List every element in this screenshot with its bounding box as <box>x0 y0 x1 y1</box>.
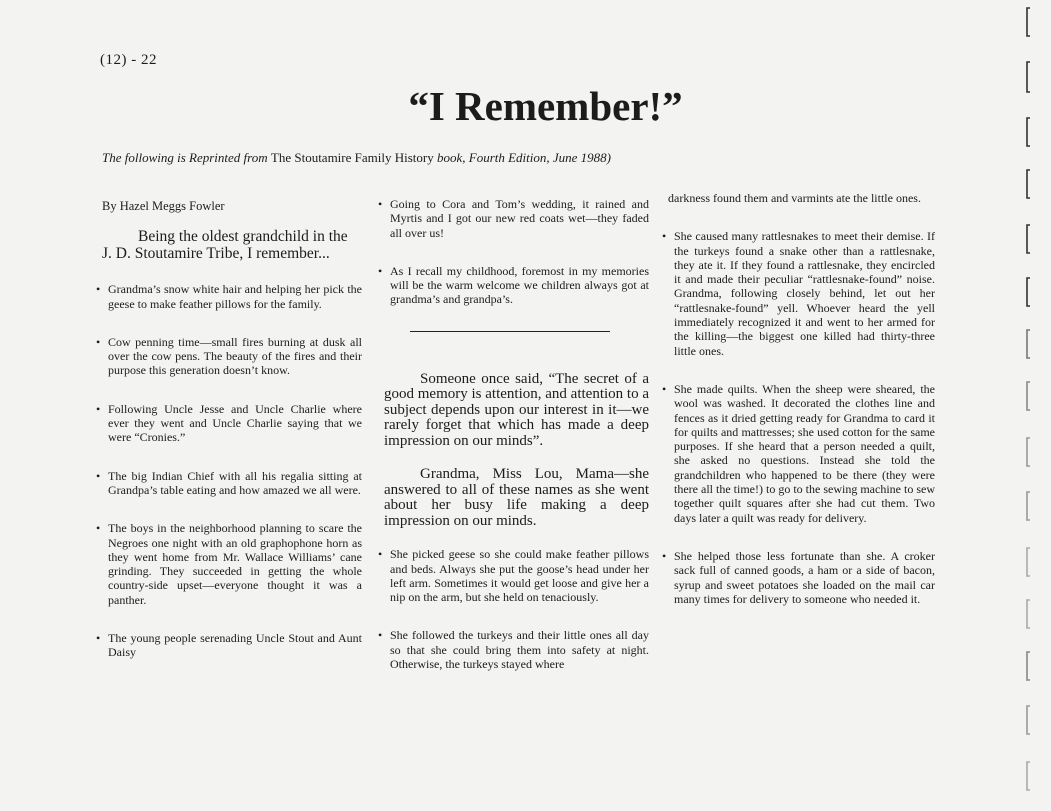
bullet-icon: • <box>96 334 101 349</box>
binder-mark <box>1027 548 1030 576</box>
lead-line-2: J. D. Stoutamire Tribe, I remember... <box>102 244 330 262</box>
memory-item <box>662 549 935 606</box>
memory-item <box>662 382 935 525</box>
quote-text: Someone once said, “The secret of a good memory is attention, and attention to a subject depends upon our interest in it—we rarely forget that which has made a deep impression on our minds”. <box>384 370 649 449</box>
memory-item <box>96 631 362 660</box>
memory-item <box>96 469 362 498</box>
memory-text: Grandma’s snow white hair and helping her pick the geese to make feather pillows for the family. <box>108 282 362 311</box>
binder-mark <box>1027 762 1030 790</box>
bullet-icon: • <box>378 263 383 278</box>
binder-mark <box>1027 225 1030 253</box>
memory-item <box>96 402 362 445</box>
memory-item <box>378 264 649 307</box>
bullet-icon: • <box>662 381 667 396</box>
memory-text: As I recall my childhood, foremost in my memories will be the warm welcome we children always got at grandma’s and grandpa’s. <box>390 263 649 307</box>
grandma-text: Grandma, Miss Lou, Mama—she answered to all of these names as she went about her busy life making a deep impression on our minds. <box>384 466 649 529</box>
memory-item <box>378 197 649 240</box>
binder-mark <box>1027 170 1030 198</box>
binder-mark <box>1027 330 1030 358</box>
memory-item <box>96 521 362 607</box>
byline: By Hazel Meggs Fowler <box>102 199 225 213</box>
continued-text: darkness found them and varmints ate the little ones. <box>668 191 921 205</box>
binder-mark <box>1027 278 1030 306</box>
bullet-icon: • <box>96 631 101 646</box>
binder-mark <box>1027 652 1030 680</box>
memory-item <box>378 547 649 604</box>
memory-text: She made quilts. When the sheep were sheared, the wool was washed. It decorated the clothes line and fences as it dried getting ready for Grandma to card it for quilts and mattresses; she used cotton for the same purposes. If she heard that a person needed a quilt, she asked no questions. Instead she told the grandchildren who happened to be there (they were there all the time!) to go to the sewing machine to sew together quilt squares after she had cut them. Two days later a quilt was ready for delivery. <box>674 381 935 525</box>
memory-item <box>96 282 362 311</box>
memory-text: She followed the turkeys and their little ones all day so that she could bring them into safety at night. Otherwise, the turkeys stayed where <box>390 628 649 672</box>
bullet-icon: • <box>378 547 383 562</box>
lead-line-1: Being the oldest grandchild in the <box>138 228 348 246</box>
binder-mark <box>1027 118 1030 146</box>
memory-text: Following Uncle Jesse and Uncle Charlie where ever they went and Uncle Charlie saying that we were “Cronies.” <box>108 401 362 445</box>
subtitle-part-2: The Stoutamire Family History <box>270 150 437 165</box>
memory-text: The young people serenading Uncle Stout and Aunt Daisy <box>108 631 362 660</box>
memory-item <box>378 628 649 671</box>
binder-mark <box>1027 62 1030 92</box>
memory-text: She caused many rattlesnakes to meet their demise. If the turkeys found a snake other than a rattlesnake, they ate it. If they found a rattlesnake, they encircled it and made their peculiar “rattlesnake-found” noise. Grandma, following closely behind, let out her “rattlesnake-found” yell. Whoever heard the yell immediately recognized it and went to her armed for the killing—the biggest one killed had thirty-three little ones. <box>674 229 935 358</box>
bullet-icon: • <box>96 468 101 483</box>
binder-mark <box>1027 382 1030 410</box>
memory-text: She helped those less fortunate than she. A croker sack full of canned goods, a ham or a side of bacon, syrup and sweet potatoes she loaded on the mail car many times for delivery to someone who needed it. <box>674 548 935 606</box>
bullet-icon: • <box>662 548 667 563</box>
memory-text: She picked geese so she could make feather pillows and beds. Always she put the goose’s head under her left arm. Sometimes it would get loose and give her a nip on the arm, but she held on tenaciously. <box>390 547 649 605</box>
bullet-icon: • <box>96 282 101 297</box>
quote-paragraph <box>384 372 649 450</box>
binder-mark <box>1027 492 1030 520</box>
section-divider <box>410 331 610 332</box>
memory-text: The boys in the neighborhood planning to scare the Negroes one night with an old graphophone horn as they went home from Mr. Wallace Williams’ cane grinding. They succeeded in getting the whole country-side upset—everyone thought it was a panther. <box>108 521 362 607</box>
subtitle <box>102 150 611 166</box>
bullet-icon: • <box>96 401 101 416</box>
memory-item <box>96 335 362 378</box>
column-1 <box>96 197 362 684</box>
binder-mark <box>1027 706 1030 734</box>
lead-heading <box>102 229 362 262</box>
bullet-icon: • <box>378 197 383 211</box>
subtitle-part-1: The following is Reprinted from <box>102 150 271 165</box>
memory-item <box>662 229 935 358</box>
page-number: (12) - 22 <box>100 52 157 68</box>
memory-text: The big Indian Chief with all his regalia sitting at Grandpa’s table eating and how amazed we all were. <box>108 468 362 497</box>
binder-mark <box>1027 8 1030 36</box>
binder-mark <box>1027 600 1030 628</box>
binder-edge-marks <box>1022 0 1051 811</box>
grandma-paragraph <box>384 467 649 529</box>
binder-mark <box>1027 438 1030 466</box>
column-2 <box>378 197 649 695</box>
memory-text: Cow penning time—small fires burning at dusk all over the cow pens. The beauty of the fires and their purpose this generation doesn’t know. <box>108 334 362 378</box>
column-3 <box>662 191 935 630</box>
bullet-icon: • <box>378 628 383 643</box>
bullet-icon: • <box>662 229 667 244</box>
memory-text: Going to Cora and Tom’s wedding, it rained and Myrtis and I got our new red coats wet—they faded all over us! <box>390 197 649 240</box>
page-title: “I Remember!” <box>408 83 683 129</box>
bullet-icon: • <box>96 521 101 536</box>
subtitle-part-3: book, Fourth Edition, June 1988) <box>436 150 612 165</box>
